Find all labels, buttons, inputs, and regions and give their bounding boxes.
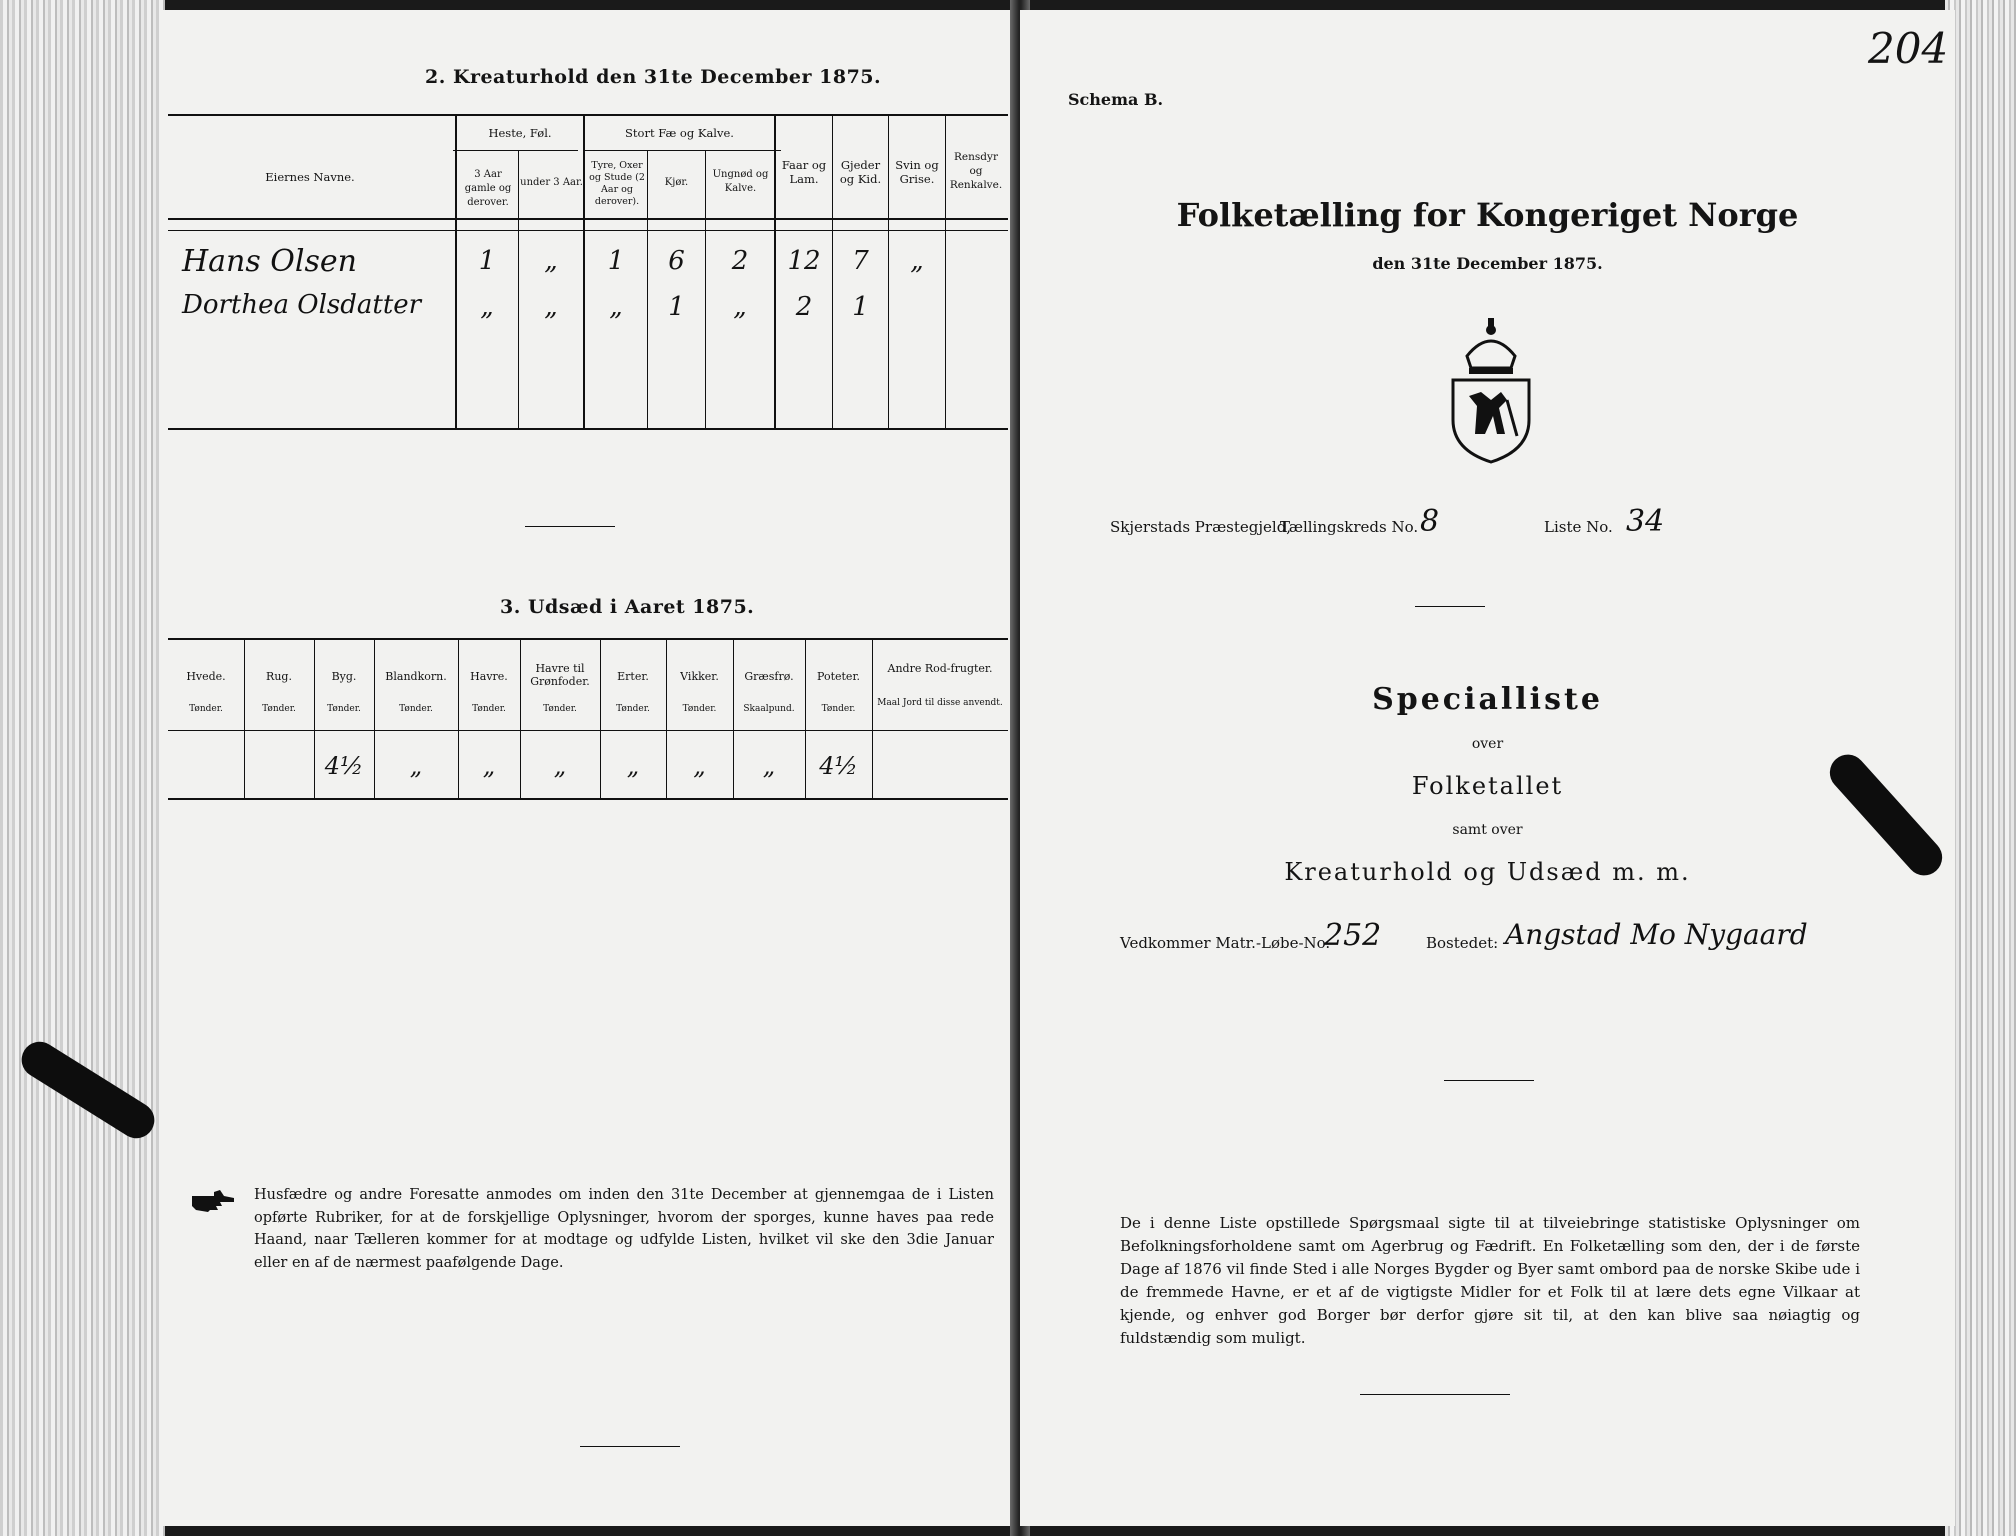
t2-r2-fae-b: 1 — [668, 292, 685, 322]
list-label: Liste No. — [1544, 518, 1613, 536]
section-2-title: 2. Kreaturhold den 31te December 1875. — [425, 66, 882, 88]
header-ungnod: Ungnød og Kalve. — [712, 169, 769, 194]
header-heste: Heste, Føl. — [488, 126, 552, 140]
table3-header: Havre til Grønfoder. — [530, 662, 590, 688]
over-text: over — [1471, 736, 1504, 752]
t2-r1-heste-b: „ — [544, 246, 558, 276]
table3-unit: Tønder. — [821, 704, 856, 714]
table3-unit: Tønder. — [189, 704, 223, 714]
t2-r2-fae-c: „ — [733, 292, 747, 322]
table3-unit: Skaalpund. — [743, 704, 795, 714]
date-line: den 31te December 1875. — [1372, 254, 1603, 273]
table3-value: „ — [482, 752, 496, 780]
table3-header: Blandkorn. — [385, 670, 447, 683]
table3-unit: Tønder. — [616, 704, 650, 714]
divider — [1444, 1080, 1534, 1081]
header-gjeder: Gjeder og Kid. — [839, 158, 882, 186]
parish-label: Skjerstads Præstegjeld, — [1110, 518, 1292, 536]
notice-text: Husfædre og andre Foresatte anmodes om inden den 31te December at gjennemgaa de i Listen opførte Rubriker, for at de forskjellige Oplysninger, hvorom der sporges, kunne haves paa rede Haand, naar Tælleren kommer for at modtage og udfylde Listen, hvilket vil ske den 3die Januar eller en af de nærmest paafølgende Dage. — [254, 1187, 994, 1271]
district-label: Tællingskreds No. — [1280, 518, 1419, 536]
list-number: 34 — [1626, 504, 1665, 539]
matr-label: Vedkommer Matr.-Løbe-No. — [1120, 934, 1331, 952]
district-number: 8 — [1420, 504, 1440, 539]
t2-r2-faar: 2 — [795, 292, 813, 322]
header-kjor: Kjør. — [664, 177, 689, 188]
section-3-title: 3. Udsæd i Aaret 1875. — [500, 596, 755, 618]
table3-unit: Tønder. — [399, 704, 433, 714]
table3-header: Byg. — [331, 670, 357, 683]
header-svin: Svin og Grise. — [895, 158, 939, 186]
table3-value: „ — [762, 752, 776, 780]
table3-value: „ — [626, 752, 640, 780]
schema-label: Schema B. — [1068, 90, 1164, 109]
t2-r2-heste-b: „ — [544, 292, 558, 322]
header-heste-under3: under 3 Aar. — [520, 177, 583, 188]
matr-number: 252 — [1324, 918, 1382, 953]
t2-r2-fae-a: „ — [609, 292, 623, 322]
kreaturhold-title: Kreaturhold og Udsæd m. m. — [1284, 858, 1691, 886]
header-tyre: Tyre, Oxer og Stude (2 Aar og derover). — [589, 160, 645, 207]
table3-value: „ — [409, 752, 423, 780]
table3-header: Hvede. — [186, 670, 226, 683]
table3-unit: Tønder. — [262, 704, 296, 714]
table3-header: Andre Rod-frugter. — [887, 662, 993, 675]
table3-unit: Tønder. — [543, 704, 577, 714]
divider — [1415, 606, 1485, 607]
folketallet-title: Folketallet — [1411, 772, 1564, 800]
t2-r1-fae-b: 6 — [668, 246, 685, 276]
table3-column-line — [244, 638, 245, 800]
right-page — [1020, 10, 1955, 1526]
table3-unit: Tønder. — [327, 704, 361, 714]
main-title: Folketælling for Kongeriget Norge — [1176, 196, 1799, 234]
t2-r1-heste-a: 1 — [478, 246, 496, 276]
owner-name-2: Dorthea Olsdatter — [182, 290, 422, 320]
table3-unit: Tønder. — [472, 704, 506, 714]
table3-header: Poteter. — [817, 670, 860, 683]
t2-r1-fae-a: 1 — [607, 246, 625, 276]
t2-r2-gjeder: 1 — [852, 292, 869, 322]
header-heste-3aar: 3 Aar gamle og derover. — [464, 169, 512, 208]
table3-header: Rug. — [266, 670, 292, 683]
t2-r2-heste-a: „ — [480, 292, 494, 322]
pointing-hand-icon — [190, 1188, 236, 1218]
table3-header: Vikker. — [680, 670, 719, 683]
divider — [525, 526, 615, 527]
header-rensdyr: Rensdyr og Renkalve. — [949, 151, 1003, 191]
t2-r1-svin: „ — [910, 246, 924, 276]
t2-r1-fae-c: 2 — [731, 246, 749, 276]
t2-r1-gjeder: 7 — [852, 246, 869, 276]
header-stort-fae: Stort Fæ og Kalve. — [625, 126, 734, 140]
left-page — [160, 10, 1020, 1526]
specialliste-title: Specialliste — [1372, 682, 1603, 717]
page-number: 204 — [1868, 24, 1949, 73]
bosted-label: Bostedet: — [1426, 934, 1499, 952]
bottom-rule — [580, 1446, 680, 1447]
header-owner: Eiernes Navne. — [265, 170, 355, 184]
t2-r1-faar: 12 — [787, 246, 821, 276]
owner-name-1: Hans Olsen — [182, 244, 357, 279]
table3-header: Erter. — [617, 670, 649, 683]
page-edge-right — [1945, 0, 2016, 1536]
table3-value: 4½ — [819, 752, 858, 780]
page-edge-left — [0, 0, 165, 1536]
norway-coat-of-arms-icon — [1447, 316, 1535, 468]
table3-header: Græsfrø. — [744, 670, 794, 683]
table3-value: „ — [693, 752, 706, 780]
table3-header: Havre. — [470, 670, 508, 683]
bottom-rule — [1360, 1394, 1510, 1395]
table3-unit: Tønder. — [682, 704, 717, 714]
footer-text: De i denne Liste opstillede Spørgsmaal sigte til at tilveiebringe statistiske Oplysninger om Befolkningsforholdene samt om Agerbrug og Fædrift. En Folketælling som den, der i de første Dage af 1876 vil finde Sted i alle Norges Bygder og Byer samt ombord paa de norske Skibe ude i de fremmede Havne, er et af de vigtigste Midler for et Folk til at lære dets egne Vilkaar at kjende, og enhver god Borger bør derfor gjøre sit til, at den kan blive saa nøiagtig og fuldstændig som muligt. — [1120, 1214, 1860, 1347]
header-faar: Faar og Lam. — [781, 158, 827, 186]
table3-unit: Maal Jord til disse anvendt. — [877, 698, 1003, 708]
bosted-value: Angstad Mo Nygaard — [1505, 918, 1808, 951]
table3-value: 4½ — [324, 752, 364, 780]
table3-value: „ — [553, 752, 567, 780]
samt-over-text: samt over — [1452, 822, 1523, 838]
